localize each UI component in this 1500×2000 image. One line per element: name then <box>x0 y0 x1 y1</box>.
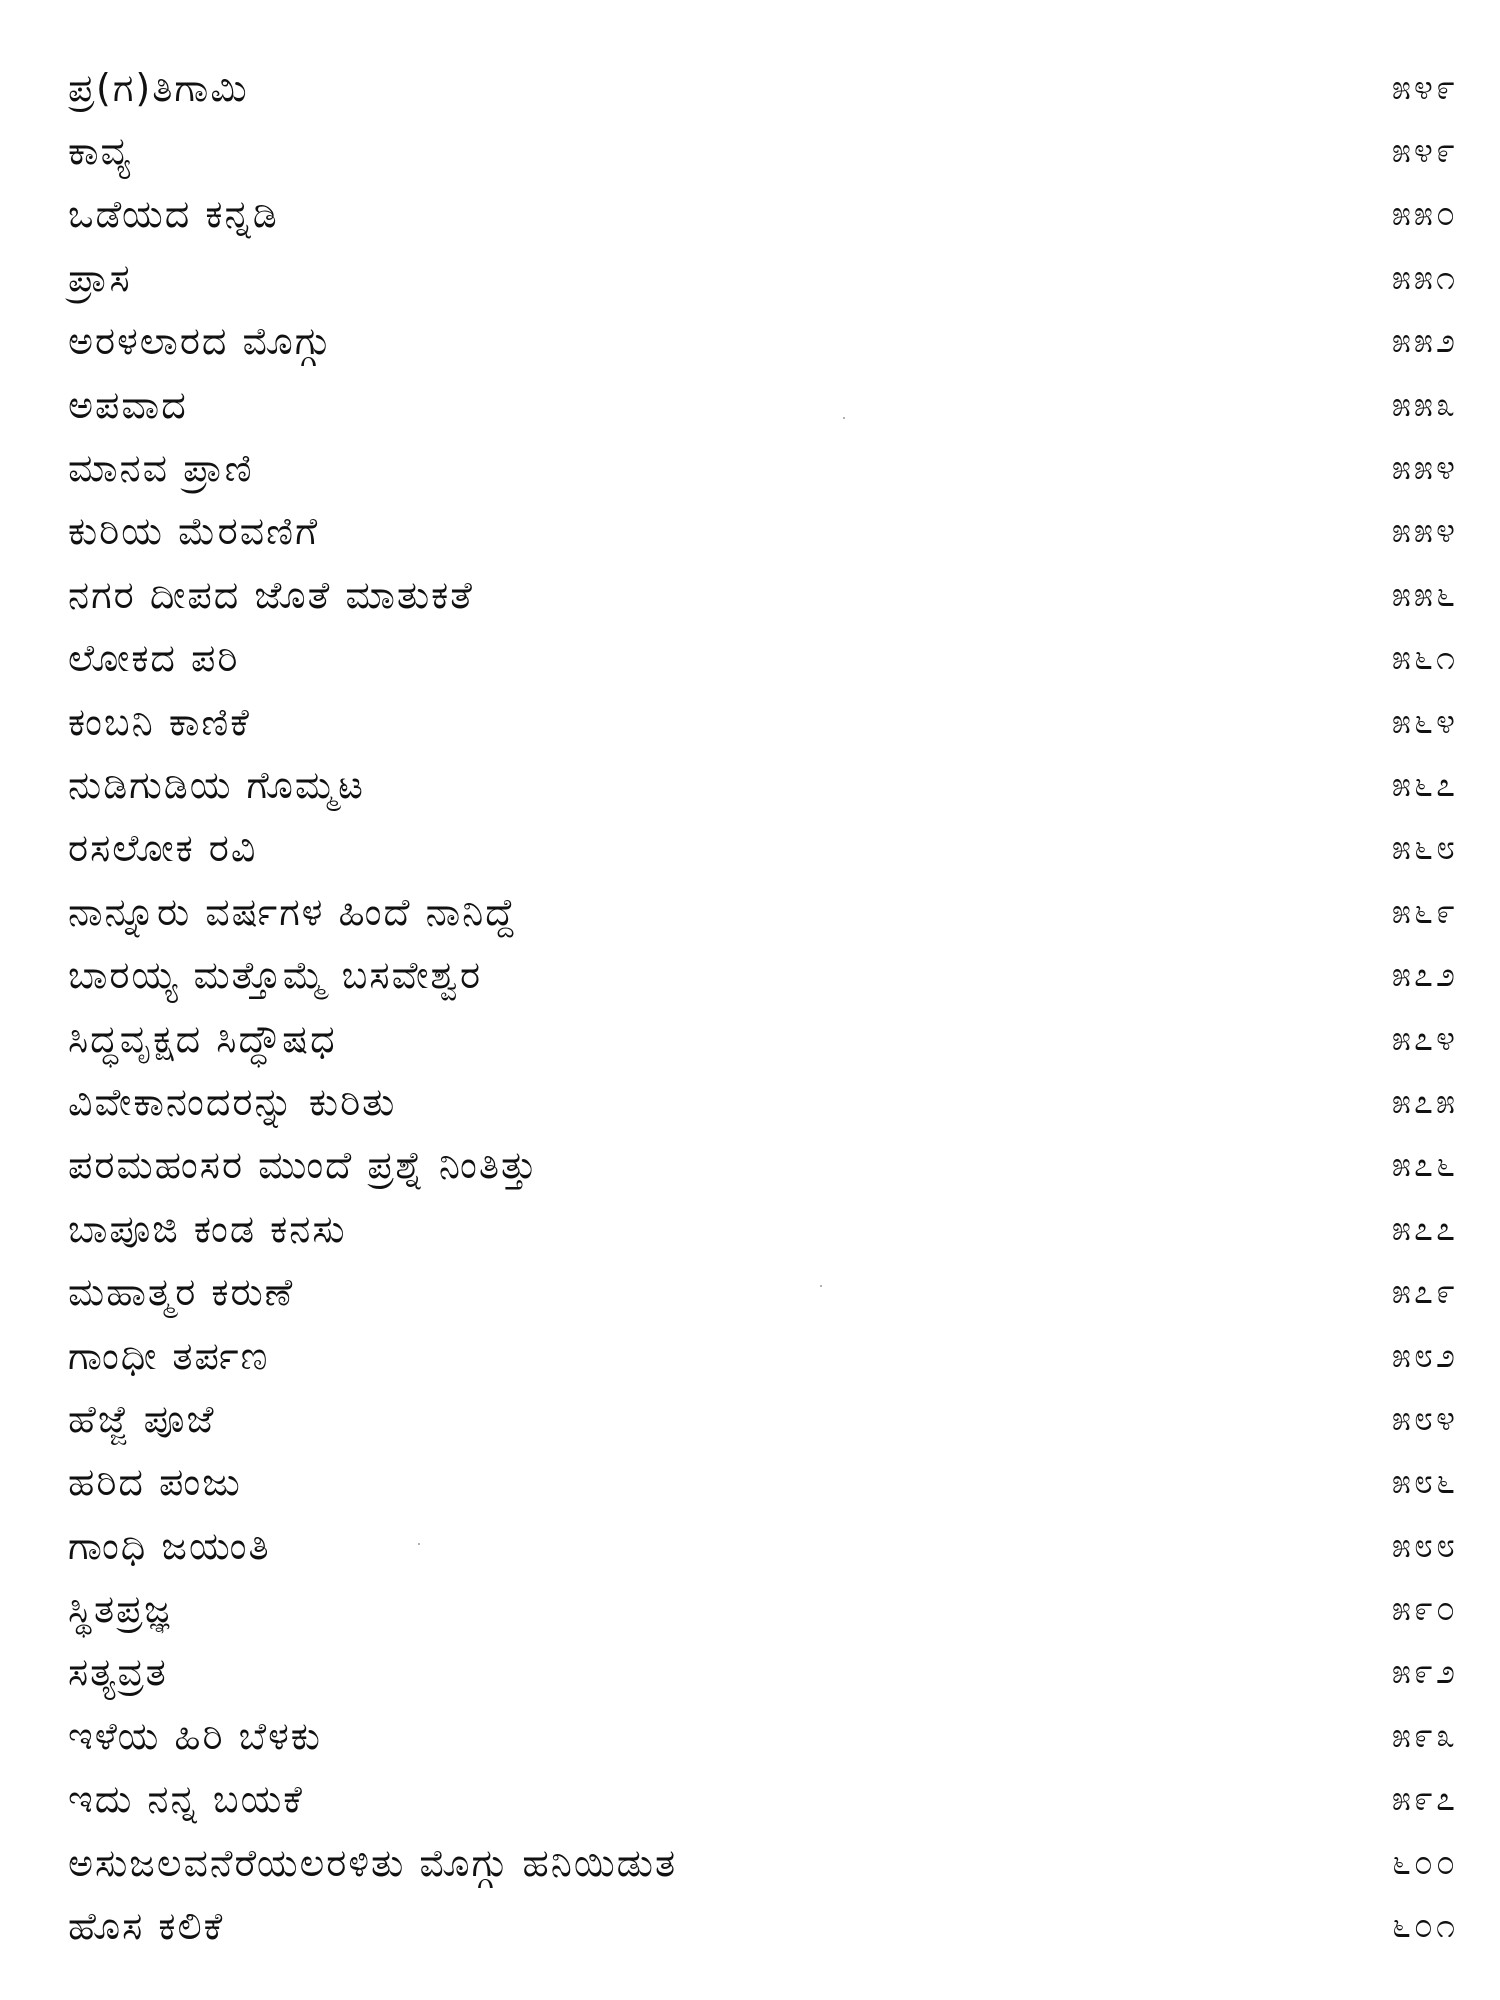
toc-entry-page-number: ೫೮೬ <box>1391 1462 1458 1503</box>
toc-entry-title: ವಿವೇಕಾನಂದರನ್ನು ಕುರಿತು <box>68 1079 397 1124</box>
toc-entry-title: ಹರಿದ ಪಂಜು <box>68 1460 242 1505</box>
toc-entry-page-number: ೫೪೯ <box>1391 67 1458 108</box>
toc-entry-title: ಅಸುಜಲವನೆರೆಯಲರಳಿತು ಮೊಗ್ಗು ಹನಿಯಿಡುತ <box>68 1840 678 1885</box>
toc-entry-page-number: ೬೦೧ <box>1391 1906 1458 1947</box>
toc-entry <box>68 1387 1458 1450</box>
toc-entry-title: ನಗರ ದೀಪದ ಜೊತೆ ಮಾತುಕತೆ <box>68 572 474 617</box>
toc-entry <box>68 880 1458 943</box>
toc-entry <box>68 1324 1458 1387</box>
scan-speck <box>843 417 845 419</box>
toc-entry <box>68 1070 1458 1133</box>
toc-entry <box>68 1831 1458 1894</box>
toc-entry-title: ರಸಲೋಕ ರವಿ <box>68 826 258 871</box>
toc-entry-title: ಪ್ರಾಸ <box>68 255 132 300</box>
toc-entry-page-number: ೫೮೨ <box>1391 1335 1458 1376</box>
toc-entry-page-number: ೫೭೫ <box>1391 1081 1458 1122</box>
toc-entry-page-number: ೫೫೪ <box>1391 448 1458 489</box>
scan-speck <box>418 1543 420 1545</box>
toc-entry-page-number: ೫೫೧ <box>1391 257 1458 298</box>
toc-entry-title: ಒಡೆಯದ ಕನ್ನಡಿ <box>68 192 279 237</box>
toc-entry <box>68 1514 1458 1577</box>
toc-entry-title: ಕಂಬನಿ ಕಾಣಿಕೆ <box>68 699 251 744</box>
toc-entry-title: ಮಾನವ ಪ್ರಾಣಿ <box>68 446 254 491</box>
toc-entry-page-number: ೫೯೦ <box>1391 1589 1458 1630</box>
toc-entry-page-number: ೫೯೩ <box>1391 1715 1458 1756</box>
toc-entry-title: ಕುರಿಯ ಮೆರವಣಿಗೆ <box>68 509 320 554</box>
toc-entry <box>68 1768 1458 1831</box>
toc-entry-title: ಕಾವ್ಯ <box>68 129 133 174</box>
toc-entry-page-number: ೫೭೪ <box>1391 1018 1458 1059</box>
toc-entry-page-number: ೫೫೪ <box>1391 511 1458 552</box>
toc-entry-title: ಪರಮಹಂಸರ ಮುಂದೆ ಪ್ರಶ್ನೆ ನಿಂತಿತ್ತು <box>68 1143 539 1188</box>
table-of-contents <box>68 56 1458 1958</box>
toc-entry <box>68 246 1458 309</box>
toc-entry-page-number: ೫೫೨ <box>1391 321 1458 362</box>
toc-entry-title: ನುಡಿಗುಡಿಯ ಗೊಮ್ಮಟ <box>68 762 365 807</box>
toc-entry <box>68 1451 1458 1514</box>
toc-entry-page-number: ೫೪೯ <box>1391 131 1458 172</box>
toc-entry-page-number: ೫೫೬ <box>1391 574 1458 615</box>
toc-entry-title: ನಾನ್ನೂರು ವರ್ಷಗಳ ಹಿಂದೆ ನಾನಿದ್ದೆ <box>68 889 517 934</box>
toc-entry <box>68 563 1458 626</box>
toc-entry-page-number: ೫೭೨ <box>1391 955 1458 996</box>
toc-entry <box>68 1007 1458 1070</box>
toc-entry-title: ಸಿದ್ಧವೃಕ್ಷದ ಸಿದ್ಧೌಷಧ <box>68 1016 337 1061</box>
toc-entry-title: ಪ್ರ(ಗ)ತಿಗಾಮಿ <box>68 65 249 110</box>
toc-entry <box>68 1704 1458 1767</box>
toc-entry <box>68 1641 1458 1704</box>
toc-entry-page-number: ೫೭೭ <box>1391 1208 1458 1249</box>
toc-entry-page-number: ೫೬೮ <box>1391 828 1458 869</box>
toc-entry <box>68 1577 1458 1640</box>
toc-entry-page-number: ೫೬೭ <box>1391 764 1458 805</box>
toc-entry <box>68 817 1458 880</box>
scan-speck <box>820 1285 822 1287</box>
toc-entry-title: ಹೆಜ್ಜೆ ಪೂಜೆ <box>68 1396 216 1441</box>
toc-entry-title: ಅರಳಲಾರದ ಮೊಗ್ಗು <box>68 319 332 364</box>
toc-entry-title: ಗಾಂಧಿ ಜಯಂತಿ <box>68 1523 271 1568</box>
toc-entry-page-number: ೫೭೬ <box>1391 1145 1458 1186</box>
toc-entry-title: ಮಹಾತ್ಮರ ಕರುಣೆ <box>68 1270 295 1315</box>
toc-entry-page-number: ೫೭೯ <box>1391 1272 1458 1313</box>
toc-entry-page-number: ೫೯೭ <box>1391 1779 1458 1820</box>
toc-entry <box>68 627 1458 690</box>
toc-entry <box>68 56 1458 119</box>
toc-entry <box>68 943 1458 1006</box>
toc-entry-title: ಬಾಪೂಜಿ ಕಂಡ ಕನಸು <box>68 1206 347 1251</box>
toc-entry-page-number: ೫೬೯ <box>1391 891 1458 932</box>
toc-entry-title: ಇದು ನನ್ನ ಬಯಕೆ <box>68 1777 304 1822</box>
toc-entry-page-number: ೫೫೩ <box>1391 384 1458 425</box>
toc-entry-title: ಇಳೆಯ ಹಿರಿ ಬೆಳಕು <box>68 1713 322 1758</box>
toc-entry <box>68 436 1458 499</box>
toc-entry-title: ಗಾಂಧೀ ತರ್ಪಣ <box>68 1333 270 1378</box>
toc-entry-page-number: ೫೮೪ <box>1391 1398 1458 1439</box>
toc-entry <box>68 753 1458 816</box>
toc-entry-page-number: ೫೯೨ <box>1391 1652 1458 1693</box>
toc-entry-page-number: ೫೮೮ <box>1391 1525 1458 1566</box>
toc-entry-title: ಲೋಕದ ಪರಿ <box>68 636 240 681</box>
toc-entry-title: ಅಪವಾದ <box>68 382 188 427</box>
toc-entry-page-number: ೫೬೧ <box>1391 638 1458 679</box>
toc-entry-title: ಹೊಸ ಕಲಿಕೆ <box>68 1904 225 1949</box>
toc-entry <box>68 373 1458 436</box>
toc-entry <box>68 1197 1458 1260</box>
toc-entry-page-number: ೫೬೪ <box>1391 701 1458 742</box>
toc-entry <box>68 119 1458 182</box>
toc-entry <box>68 690 1458 753</box>
toc-entry-page-number: ೫೫೦ <box>1391 194 1458 235</box>
toc-entry-page-number: ೬೦೦ <box>1391 1842 1458 1883</box>
toc-entry <box>68 1134 1458 1197</box>
toc-entry-title: ಬಾರಯ್ಯ ಮತ್ತೊಮ್ಮೆ ಬಸವೇಶ್ವರ <box>68 953 483 998</box>
toc-entry <box>68 1260 1458 1323</box>
toc-entry-title: ಸ್ಥಿತಪ್ರಜ್ಞ <box>68 1587 172 1632</box>
toc-entry <box>68 310 1458 373</box>
toc-entry <box>68 1894 1458 1957</box>
toc-entry <box>68 183 1458 246</box>
toc-entry <box>68 500 1458 563</box>
toc-entry-title: ಸತ್ಯವ್ರತ <box>68 1650 168 1695</box>
